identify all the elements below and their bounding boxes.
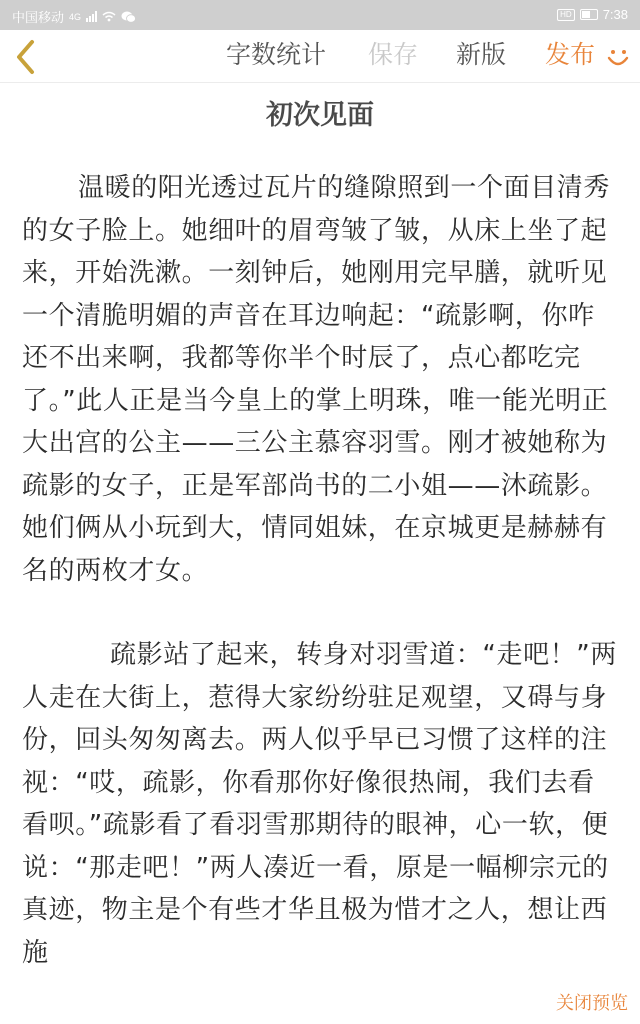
status-time: 7:38 — [602, 7, 628, 22]
status-left — [12, 7, 136, 26]
hd-badge: HD — [557, 9, 575, 21]
word-count-button[interactable]: 字数统计 — [226, 40, 327, 69]
publish-button[interactable]: 发布 — [545, 40, 596, 69]
new-version-button[interactable]: 新版 — [456, 40, 507, 69]
editor-toolbar — [0, 30, 640, 82]
status-right — [557, 7, 628, 22]
save-button[interactable]: 保存 — [368, 40, 419, 69]
network-type: 4G — [69, 11, 82, 22]
battery-icon — [580, 9, 598, 20]
back-button[interactable] — [8, 36, 48, 76]
wifi-icon — [102, 11, 116, 22]
signal-icon — [86, 11, 97, 22]
status-bar — [0, 0, 640, 30]
toolbar-divider — [0, 82, 640, 83]
article-paragraph: 疏影站了起来，转身对羽雪道：“走吧！”两人走在大街上，惹得大家纷纷驻足观望，又碍与身份，回头匆匆离去。两人似乎早已习惯了这样的注视：“哎，疏影，你看那你好像很热闹，我们去看看呗。”疏影看了看羽雪那期待的眼神，心一软，便说：“那走吧！”两人凑近一看，原是一幅柳宗元的真迹，物主是个有些才华且极为惜才之人，想让西施 — [22, 640, 617, 968]
carrier-name: 中国移动 — [12, 10, 65, 25]
wechat-icon — [121, 11, 136, 23]
article-paragraph: 温暖的阳光透过瓦片的缝隙照到一个面目清秀的女子脸上。她细叶的眉弯皱了皱，从床上坐了起来，开始洗漱。一刻钟后，她刚用完早膳，就听见一个清脆明媚的声音在耳边响起：“疏影啊，你咋还不出来啊，我都等你半个时辰了，点心都吃完了。”此人正是当今皇上的掌上明珠，唯一能光明正大出宫的公主——三公主慕容羽雪。刚才被她称为疏影的女子，正是军部尚书的二小姐——沐疏影。她们俩从小玩到大，情同姐妹，在京城更是赫赫有名的两枚才女。 — [22, 173, 611, 586]
close-preview-button[interactable]: 关闭预览 — [556, 993, 628, 1014]
article-body — [22, 167, 620, 989]
smiley-icon[interactable] — [605, 44, 631, 70]
article-title: 初次见面 — [266, 100, 374, 131]
chevron-left-icon — [8, 36, 48, 76]
